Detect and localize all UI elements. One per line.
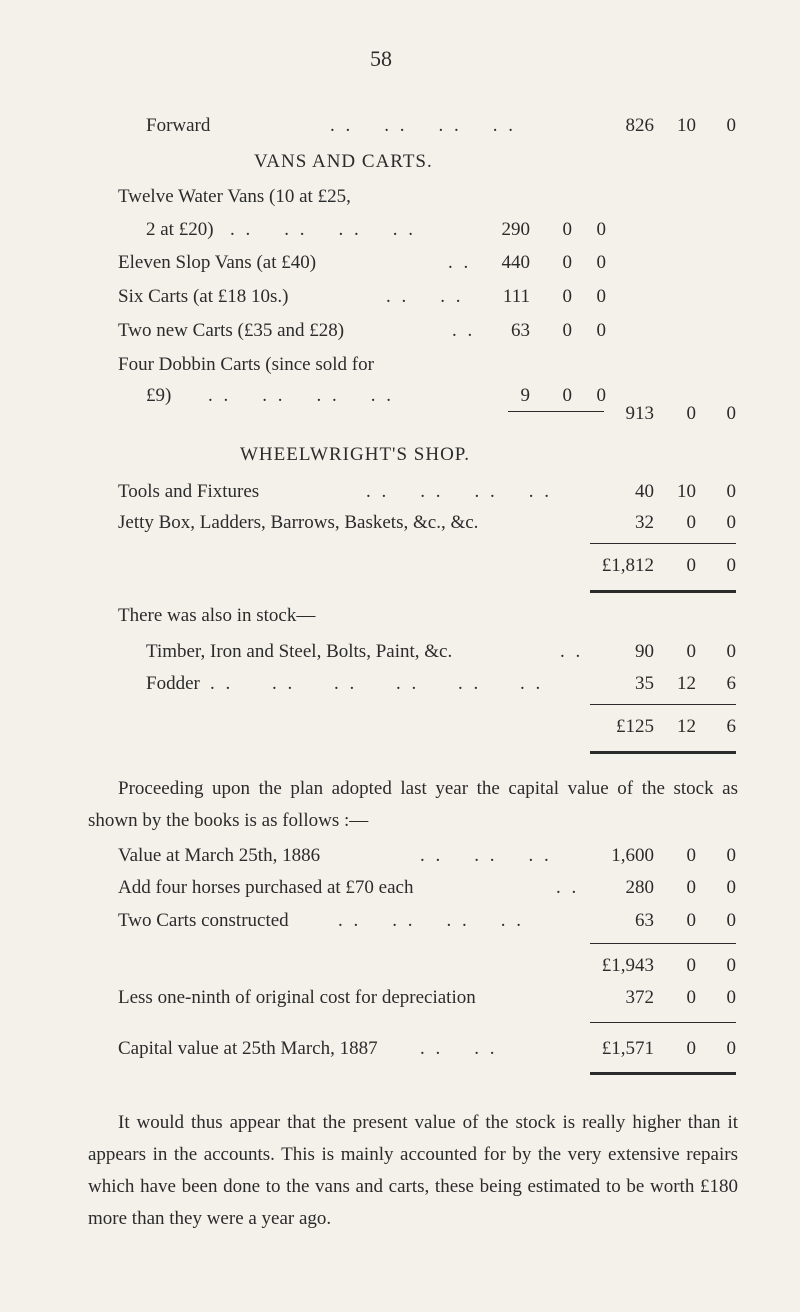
stock-item-2-pounds: 35 — [635, 673, 654, 694]
vans-item-1-line1: Twelve Water Vans (10 at £25, — [118, 186, 351, 207]
wheelwright-item-2-shillings: 0 — [686, 512, 696, 533]
capital-item-3-label: Two Carts constructed — [118, 910, 289, 931]
stock-total-shillings: 12 — [677, 716, 696, 737]
capital-less-pounds: 372 — [625, 987, 654, 1008]
double-rule — [590, 751, 736, 754]
vans-item-4-shillings: 0 — [562, 320, 572, 341]
capital-item-3-pounds: 63 — [635, 910, 654, 931]
capital-item-1-pounds: 1,600 — [611, 845, 654, 866]
capital-subtotal-shillings: 0 — [686, 955, 696, 976]
stock-total-pounds: £125 — [616, 716, 654, 737]
wheelwright-total-pence: 0 — [726, 555, 736, 576]
wheelwright-item-2-label: Jetty Box, Ladders, Barrows, Baskets, &c., &c. — [118, 512, 479, 533]
vans-item-1-shillings: 0 — [562, 219, 572, 240]
vans-item-3-pence: 0 — [596, 286, 606, 307]
total-rule — [590, 704, 736, 705]
stock-item-1-shillings: 0 — [686, 641, 696, 662]
wheelwright-heading: WHEELWRIGHT'S SHOP. — [240, 444, 471, 465]
vans-item-2-pence: 0 — [596, 252, 606, 273]
capital-item-1-pence: 0 — [726, 845, 736, 866]
stock-total-pence: 6 — [726, 716, 736, 737]
leader-dots: . . — [556, 877, 580, 898]
capital-item-3-shillings: 0 — [686, 910, 696, 931]
vans-item-5-pounds: 9 — [520, 385, 530, 406]
subtotal-rule — [508, 411, 604, 412]
vans-item-3-shillings: 0 — [562, 286, 572, 307]
vans-item-5-shillings: 0 — [562, 385, 572, 406]
leader-dots: . . . . — [420, 1038, 498, 1059]
capital-less-pence: 0 — [726, 987, 736, 1008]
vans-item-1-pounds: 290 — [501, 219, 530, 240]
leader-dots: . . . . . . . . . . . . — [210, 673, 544, 694]
vans-item-1-pence: 0 — [596, 219, 606, 240]
vans-total-shillings: 0 — [686, 403, 696, 424]
leader-dots: . . — [560, 641, 584, 662]
stock-item-1-pence: 0 — [726, 641, 736, 662]
capital-less-label: Less one-ninth of original cost for depreciation — [118, 987, 476, 1008]
stock-intro: There was also in stock— — [118, 605, 316, 626]
leader-dots: . . — [452, 320, 476, 341]
vans-total-pounds: 913 — [625, 403, 654, 424]
page-number: 58 — [370, 46, 392, 71]
leader-dots: . . . . — [386, 286, 464, 307]
double-rule — [590, 1072, 736, 1075]
stock-item-1-pounds: 90 — [635, 641, 654, 662]
forward-pounds: 826 — [625, 115, 654, 136]
capital-item-2-shillings: 0 — [686, 877, 696, 898]
vans-item-5-pence: 0 — [596, 385, 606, 406]
leader-dots: . . . . . . — [420, 845, 552, 866]
capital-item-2-label: Add four horses purchased at £70 each — [118, 877, 414, 898]
leader-dots: . . . . . . . . — [208, 385, 394, 406]
wheelwright-item-2-pounds: 32 — [635, 512, 654, 533]
vans-item-4-pounds: 63 — [511, 320, 530, 341]
leader-dots: . . . . . . . . — [230, 219, 416, 240]
capital-subtotal-pounds: £1,943 — [601, 955, 654, 976]
stock-item-2-shillings: 12 — [677, 673, 696, 694]
wheelwright-item-2-pence: 0 — [726, 512, 736, 533]
vans-total-pence: 0 — [726, 403, 736, 424]
capital-paragraph: Proceeding upon the plan adopted last year the capital value of the stock as shown by the books is as follows :— — [88, 778, 738, 831]
wheelwright-total-pounds: £1,812 — [601, 555, 654, 576]
capital-less-shillings: 0 — [686, 987, 696, 1008]
leader-dots: . . — [448, 252, 472, 273]
wheelwright-item-1-pence: 0 — [726, 481, 736, 502]
vans-item-5-line1: Four Dobbin Carts (since sold for — [118, 354, 374, 375]
capital-final-label: Capital value at 25th March, 1887 — [118, 1038, 378, 1059]
stock-item-2-label: Fodder — [146, 673, 200, 694]
capital-subtotal-pence: 0 — [726, 955, 736, 976]
vans-item-4-label: Two new Carts (£35 and £28) — [118, 320, 345, 341]
wheelwright-item-1-shillings: 10 — [677, 481, 696, 502]
capital-item-2-pounds: 280 — [625, 877, 654, 898]
capital-item-2-pence: 0 — [726, 877, 736, 898]
vans-item-2-shillings: 0 — [562, 252, 572, 273]
vans-item-1-line2: 2 at £20) — [146, 219, 214, 240]
wheelwright-total-shillings: 0 — [686, 555, 696, 576]
total-rule — [590, 543, 736, 544]
stock-item-1-label: Timber, Iron and Steel, Bolts, Paint, &c. — [146, 641, 453, 662]
leader-dots: . . . . . . . . — [338, 910, 524, 931]
total-rule — [590, 943, 736, 944]
capital-item-3-pence: 0 — [726, 910, 736, 931]
capital-final-pence: 0 — [726, 1038, 736, 1059]
vans-heading: VANS AND CARTS. — [254, 151, 433, 172]
double-rule — [590, 590, 736, 593]
vans-item-2-pounds: 440 — [501, 252, 530, 273]
forward-shillings: 10 — [677, 115, 696, 136]
capital-final-pounds: £1,571 — [601, 1038, 654, 1059]
wheelwright-item-1-pounds: 40 — [635, 481, 654, 502]
vans-item-2-label: Eleven Slop Vans (at £40) — [118, 252, 317, 273]
vans-item-3-pounds: 111 — [502, 286, 530, 307]
vans-item-4-pence: 0 — [596, 320, 606, 341]
forward-label: Forward — [146, 115, 211, 136]
capital-item-1-shillings: 0 — [686, 845, 696, 866]
vans-item-3-label: Six Carts (at £18 10s.) — [118, 286, 289, 307]
leader-dots: . . . . . . . . — [366, 481, 552, 502]
stock-item-2-pence: 6 — [726, 673, 736, 694]
total-rule — [590, 1022, 736, 1023]
vans-item-5-line2: £9) — [146, 385, 172, 406]
capital-item-1-label: Value at March 25th, 1886 — [118, 845, 321, 866]
closing-paragraph: It would thus appear that the present value of the stock is really higher than it appears in the accounts. This is mainly accounted for by the very extensive repairs which have been done to the vans and carts, these being estimated to be worth £180 more than they were a year ago. — [88, 1112, 738, 1229]
capital-final-shillings: 0 — [686, 1038, 696, 1059]
wheelwright-item-1-label: Tools and Fixtures — [118, 481, 260, 502]
forward-pence: 0 — [726, 115, 736, 136]
leader-dots: . . . . . . . . — [330, 115, 516, 136]
